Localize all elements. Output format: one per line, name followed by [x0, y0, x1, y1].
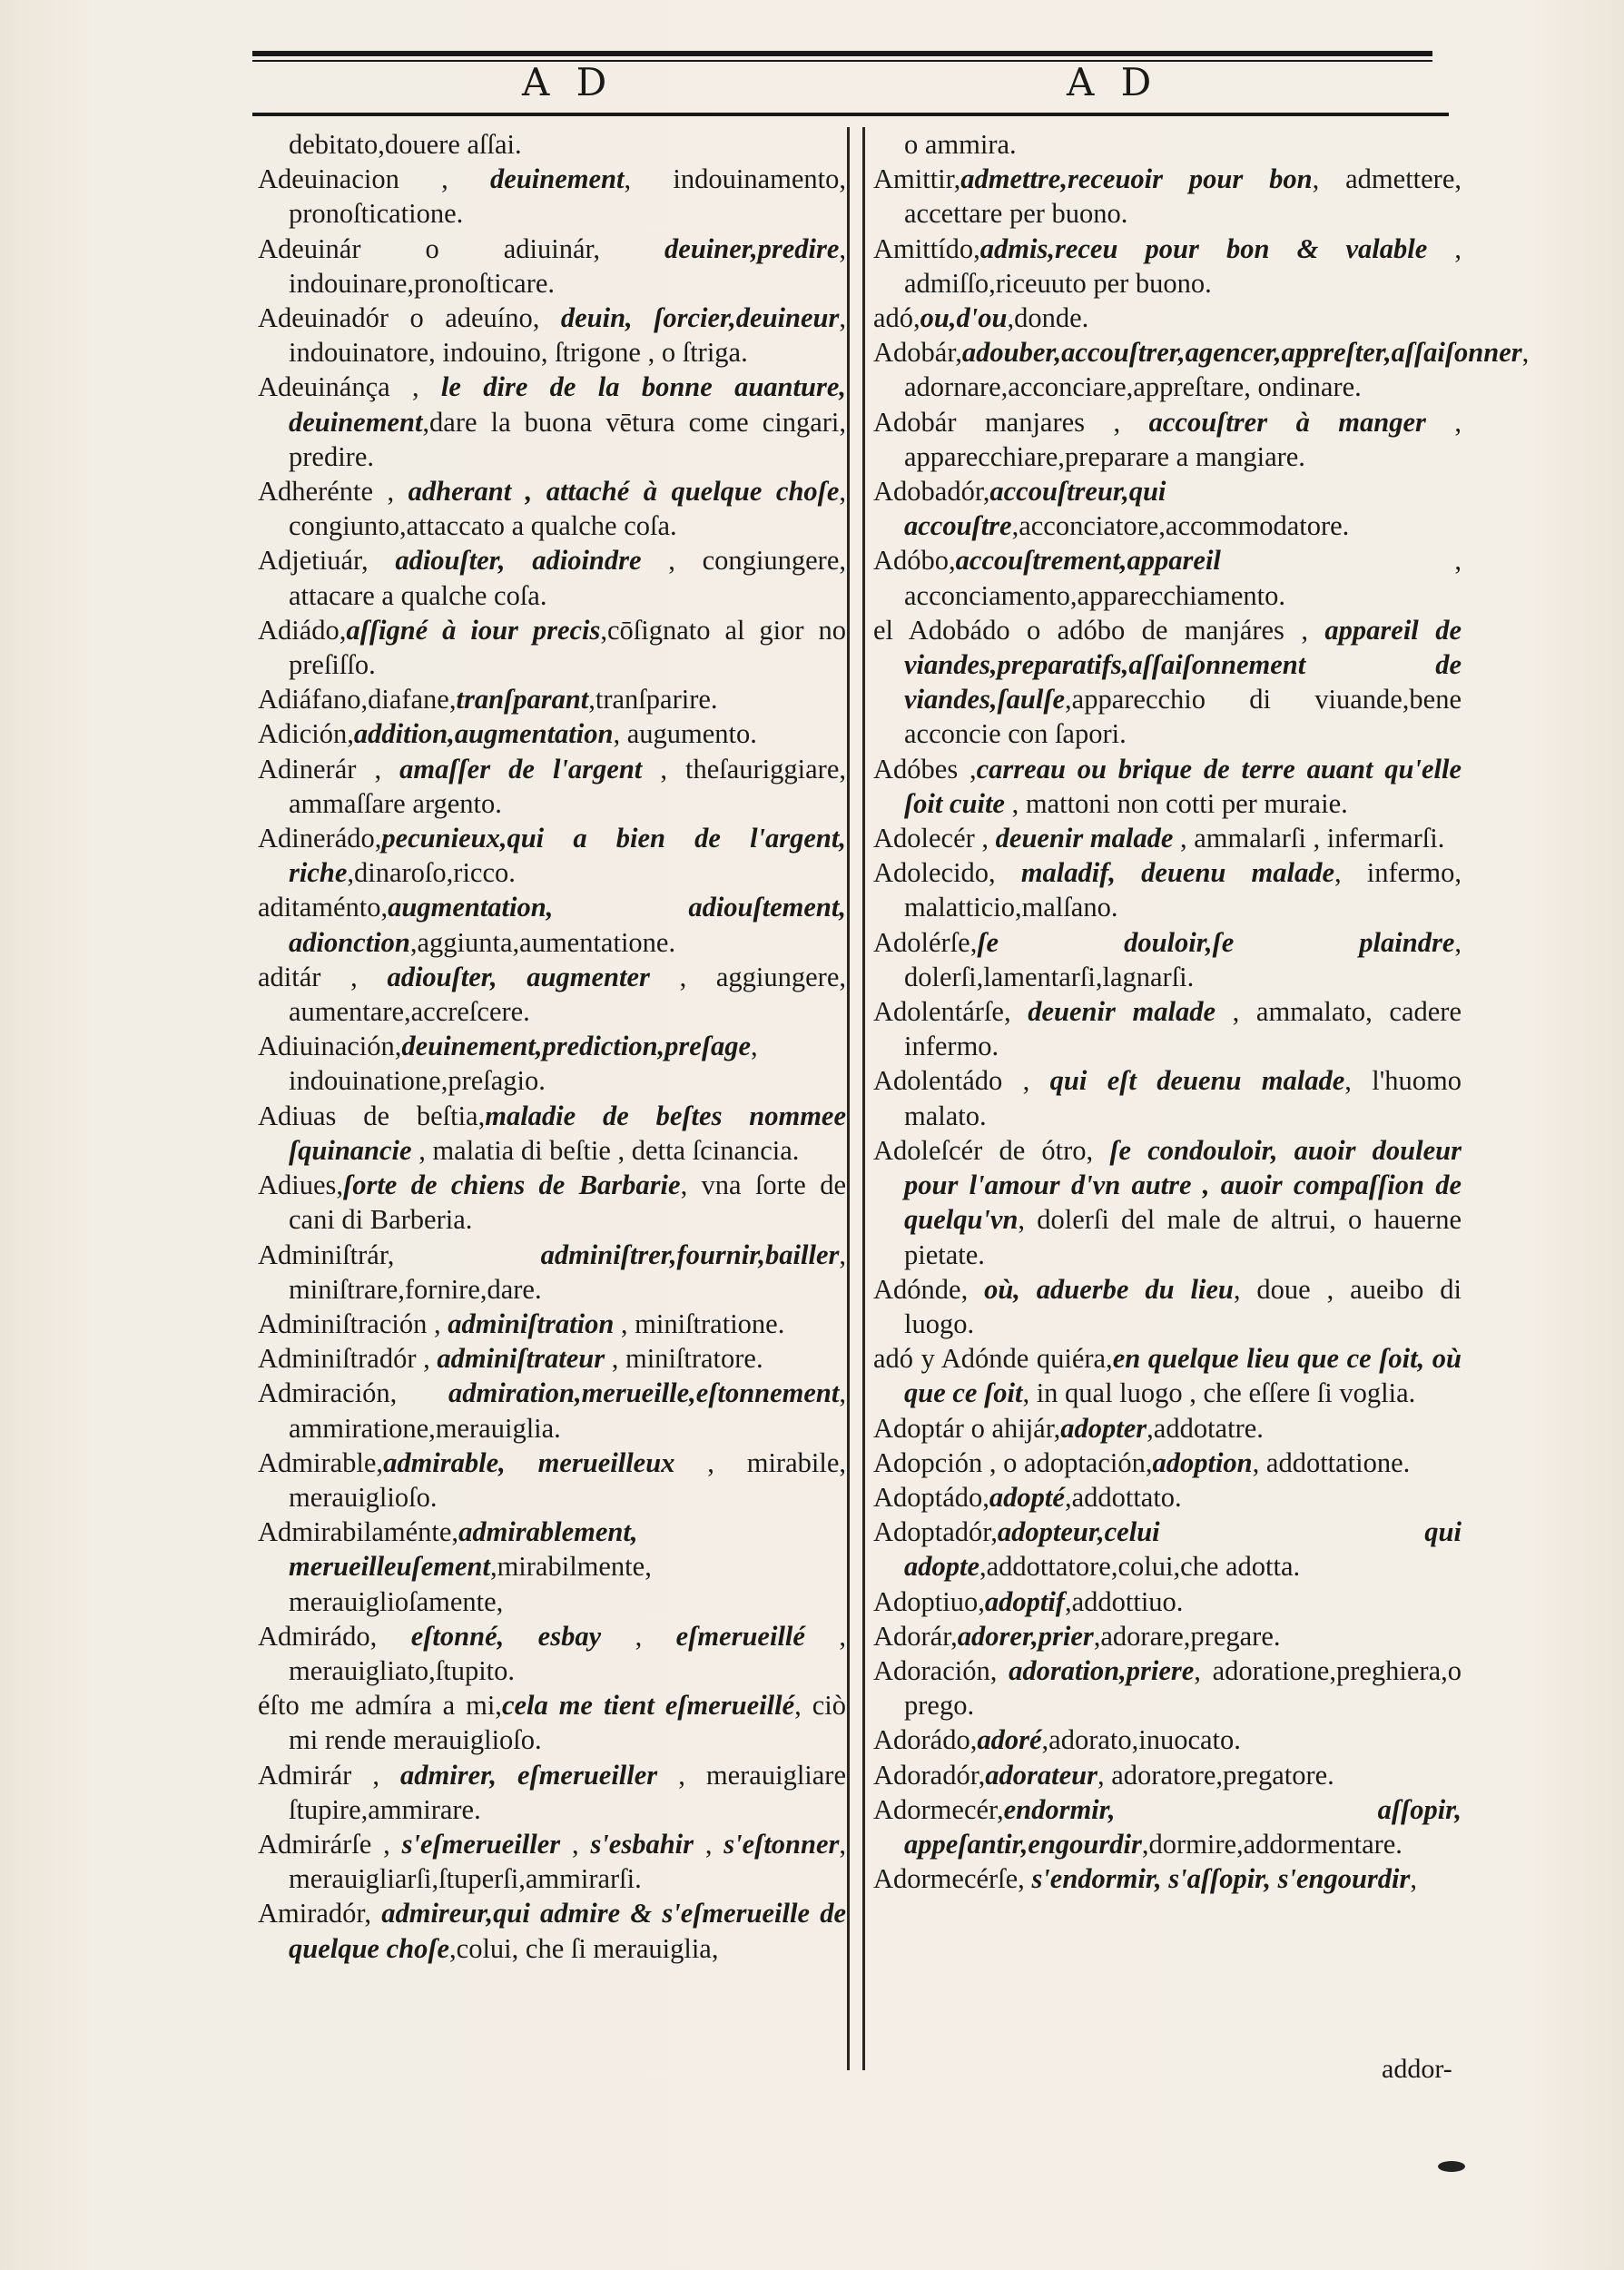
entry-text: , infermo, malatticio,malſano.	[904, 857, 1462, 923]
dictionary-entry	[873, 1272, 1462, 1341]
french-gloss: admireur,qui admire & s'eſmerueille de quelque choſe	[289, 1898, 847, 1964]
french-gloss: ou,d'ou	[920, 302, 1008, 334]
french-gloss: adiouſter, adioindre	[395, 545, 642, 577]
entry-text: ,colui, che ſi merauiglia,	[449, 1932, 719, 1964]
entry-text: Adopción , o adoptación,	[873, 1446, 1153, 1478]
dictionary-entry	[873, 1619, 1462, 1653]
dictionary-entry	[873, 335, 1530, 404]
french-gloss: ſorte de chiens de Barbarie	[343, 1170, 681, 1201]
french-gloss: adopter	[1060, 1412, 1147, 1444]
french-gloss: deuenir malade	[1028, 996, 1216, 1028]
french-gloss: où, aduerbe du lieu	[984, 1273, 1234, 1305]
column-divider	[847, 127, 850, 2070]
french-gloss: adminiſtrer,fournir,bailler	[540, 1239, 840, 1270]
entry-text: , mirabile, merauiglioſo.	[289, 1446, 846, 1513]
entry-text: Adeuinár o adiuinár,	[258, 232, 665, 264]
left-column	[258, 127, 846, 1966]
entry-text: Adoleſcér de ótro,	[873, 1134, 1110, 1166]
entry-text: ,tranſparire.	[588, 684, 718, 716]
entry-text: ,acconciatore,accommodatore.	[1011, 510, 1350, 542]
entry-text: Adoptádo,	[873, 1481, 989, 1513]
dictionary-entry	[258, 960, 846, 1029]
entry-text: aditaménto,	[258, 892, 389, 923]
entry-text: , miniſtratione.	[614, 1308, 785, 1339]
french-gloss: s'eſmerueiller	[401, 1828, 561, 1860]
entry-text: ,addotatre.	[1147, 1412, 1264, 1444]
entry-text: adó y Adónde quiéra,	[873, 1343, 1113, 1375]
entry-text: , malatia di beſtie , detta ſcinancia.	[411, 1134, 800, 1166]
entry-text: ,addottiuo.	[1064, 1585, 1184, 1617]
french-gloss: admirable, merueilleux	[383, 1446, 675, 1478]
french-gloss: s'endormir, s'aſſopir, s'engourdir	[1031, 1863, 1411, 1895]
entry-text: , adornare,acconciare,appreſtare, ondinare.	[904, 337, 1530, 403]
dictionary-entry	[258, 301, 846, 370]
entry-text: Adiáfano,diafane,	[258, 684, 457, 716]
entry-text: Adherénte ,	[258, 476, 408, 508]
dictionary-entry	[873, 232, 1462, 301]
entry-text: Adminiſtración ,	[258, 1308, 448, 1339]
entry-text: Admirabilaménte,	[258, 1516, 459, 1548]
french-gloss: adouber,accouſtrer,agencer,appreſter,aſſaiſonner	[961, 337, 1522, 369]
entry-text: Adoptadór,	[873, 1516, 998, 1548]
dictionary-entry	[258, 1446, 846, 1515]
entry-text: , indouinare,pronoſticare.	[289, 232, 846, 299]
entry-text: , doue , aueibo di luogo.	[904, 1273, 1462, 1339]
entry-text: Adobár manjares ,	[873, 406, 1149, 438]
entry-text: , miniſtratore.	[605, 1343, 763, 1375]
entry-text: Adobár,	[873, 337, 962, 369]
dictionary-entry	[258, 1029, 846, 1098]
entry-text: ,donde.	[1007, 302, 1089, 334]
entry-text: Adiuas de beſtia,	[258, 1100, 486, 1131]
french-gloss: admirablement, merueilleuſement	[289, 1516, 638, 1583]
entry-text: Amittir,	[873, 163, 961, 195]
entry-text: , miniſtrare,fornire,dare.	[289, 1239, 846, 1305]
head-rule	[252, 113, 1449, 116]
french-gloss: admiration,merueille,eſtonnement	[448, 1377, 840, 1409]
entry-text: ,mirabilmente, merauiglioſamente,	[289, 1551, 652, 1617]
entry-text: Adormecér,	[873, 1793, 1004, 1825]
entry-text: o ammira.	[904, 129, 1017, 160]
entry-text: Adjetiuár,	[258, 545, 396, 577]
entry-text: aditár ,	[258, 961, 388, 992]
french-gloss: adoption	[1152, 1446, 1253, 1478]
entry-text: Adóbo,	[873, 545, 956, 577]
french-gloss: qui eſt deuenu malade	[1049, 1065, 1345, 1097]
entry-text: Adeuinacion ,	[258, 163, 491, 195]
dictionary-entry	[873, 1446, 1462, 1480]
dictionary-entry	[873, 1411, 1462, 1446]
entry-text: , indouinatore, indouino, ſtrigone , o ſtriga.	[289, 302, 846, 369]
entry-text: , apparecchiare,preparare a mangiare.	[904, 406, 1462, 472]
french-gloss: s'eſtonner	[723, 1828, 840, 1860]
dictionary-entry	[873, 162, 1462, 231]
entry-text: , dolerſi,lamentarſi,lagnarſi.	[904, 926, 1462, 992]
right-column	[873, 127, 1530, 1896]
dictionary-entry	[873, 613, 1462, 752]
french-gloss: deuinement	[490, 163, 625, 195]
dictionary-entry	[258, 232, 846, 301]
french-gloss: accouſtrement,appareil	[955, 545, 1221, 577]
entry-text: Adoración,	[873, 1654, 1009, 1686]
entry-text: , ammalato, cadere infermo.	[904, 996, 1462, 1062]
french-gloss: augmentation, adiouſtement, adionction	[289, 892, 846, 958]
french-gloss: adopté	[989, 1481, 1065, 1513]
entry-text: Adiádo,	[258, 614, 347, 646]
dictionary-entry	[873, 127, 1462, 162]
entry-text: Adinerádo,	[258, 823, 382, 854]
entry-text: Adinerár ,	[258, 753, 400, 785]
french-gloss: ſe douloir,ſe plaindre	[977, 926, 1455, 958]
dictionary-entry	[873, 474, 1462, 543]
dictionary-entry	[873, 752, 1462, 821]
dictionary-entry	[873, 925, 1462, 994]
dictionary-entry	[258, 1238, 846, 1307]
dictionary-entry	[258, 1307, 846, 1341]
entry-text: Admirádo,	[258, 1620, 411, 1652]
entry-text: , augumento.	[613, 718, 757, 750]
entry-text: , adoratore,pregatore.	[1097, 1759, 1334, 1791]
french-gloss: admirer, eſmerueiller	[400, 1759, 658, 1791]
french-gloss: admis,receu pour bon & valable	[979, 232, 1428, 264]
french-gloss: maladif, deuenu malade	[1020, 857, 1335, 889]
entry-text: , congiungere, attacare a qualche coſa.	[289, 545, 847, 611]
dictionary-entry	[873, 1584, 1462, 1619]
french-gloss: adoptif	[984, 1585, 1065, 1617]
dictionary-entry	[873, 1480, 1462, 1515]
french-gloss: s'esbahir	[590, 1828, 694, 1860]
french-gloss: deuiner,predire	[664, 232, 840, 264]
entry-text: ,adorare,pregare.	[1093, 1620, 1281, 1652]
dictionary-entry	[873, 1341, 1462, 1410]
dictionary-entry	[873, 855, 1462, 924]
french-gloss: le dire de la bonne auanture, deuinement	[289, 371, 846, 438]
dictionary-entry	[258, 716, 846, 751]
entry-text: ,apparecchio di viuande,bene acconcie con ſapori.	[904, 684, 1462, 750]
entry-text: , vna ſorte de cani di Barberia.	[289, 1170, 846, 1236]
dictionary-entry	[258, 613, 846, 682]
entry-text: , aggiungere, aumentare,accreſcere.	[289, 961, 846, 1028]
dictionary-entry	[258, 127, 846, 162]
entry-text: , dolerſi del male de altrui, o hauerne pietate.	[904, 1204, 1462, 1270]
entry-text: adó,	[873, 302, 920, 334]
french-gloss: eſmerueillé	[675, 1620, 805, 1652]
entry-text: , admettere, accettare per buono.	[904, 163, 1462, 230]
dictionary-entry	[873, 1758, 1462, 1792]
entry-text: Adiuinación,	[258, 1031, 402, 1062]
french-gloss: cela me tient eſmerueillé	[501, 1690, 795, 1722]
entry-text: ,	[694, 1828, 724, 1860]
entry-text: el Adobádo o adóbo de manjáres ,	[873, 614, 1325, 646]
entry-text: Adormecérſe,	[873, 1863, 1032, 1895]
dictionary-entry	[873, 1861, 1462, 1896]
dictionary-entry	[258, 1376, 846, 1445]
french-gloss: eſtonné, esbay	[410, 1620, 602, 1652]
entry-text: ,aggiunta,aumentatione.	[409, 926, 676, 958]
french-gloss: adherant , attaché à quelque choſe	[408, 476, 840, 508]
dictionary-entry	[258, 682, 846, 716]
dictionary-entry	[873, 1063, 1462, 1132]
french-gloss: amaſſer de l'argent	[399, 753, 643, 785]
entry-text: ,dinaroſo,ricco.	[347, 857, 516, 889]
dictionary-entry	[873, 301, 1462, 335]
dictionary-entry	[873, 821, 1462, 855]
dictionary-entry	[873, 1722, 1462, 1757]
entry-text: éſto me admíra a mi,	[258, 1690, 502, 1722]
column-divider-2	[862, 127, 865, 2070]
french-gloss: endormir, aſſopir, appeſantir,engourdir	[904, 1793, 1462, 1860]
french-gloss: ſe condouloir, auoir douleur pour l'amour d'vn autre , auoir compaſſion de quelqu'vn	[904, 1134, 1462, 1236]
entry-text: Adolérſe,	[873, 926, 978, 958]
french-gloss: admettre,receuoir pour bon	[960, 163, 1313, 195]
entry-text: , ammiratione,merauiglia.	[289, 1377, 846, 1444]
dictionary-entry	[258, 890, 846, 959]
entry-text: Adeuinadór o adeuíno,	[258, 302, 561, 334]
entry-text: Adminiſtrár,	[258, 1239, 541, 1270]
entry-text: , adoratione,preghiera,o prego.	[904, 1654, 1462, 1722]
french-gloss: adorateur	[985, 1759, 1097, 1791]
dictionary-entry	[258, 821, 846, 890]
dictionary-entry	[258, 1619, 846, 1688]
french-gloss: adorer,prier	[957, 1620, 1094, 1652]
entry-text: Adición,	[258, 718, 354, 750]
entry-text: Amittído,	[873, 232, 980, 264]
entry-text: Adoptár o ahijár,	[873, 1412, 1061, 1444]
dictionary-entry	[258, 1896, 846, 1965]
french-gloss: adminiſtrateur	[437, 1343, 605, 1375]
entry-text: Adeuinánça ,	[258, 371, 441, 403]
dictionary-entry	[258, 1099, 846, 1168]
entry-text: , indouinamento, pronoſticatione.	[289, 163, 846, 230]
entry-text: ,cōſignato al gior no preſiſſo.	[289, 614, 846, 681]
dictionary-entry	[258, 370, 846, 474]
french-gloss: carreau ou brique de terre auant qu'elle ſoit cuite	[904, 753, 1462, 819]
dictionary-entry	[873, 1792, 1462, 1861]
catchword: addor-	[1382, 2054, 1452, 2084]
dictionary-entry	[873, 1653, 1462, 1722]
entry-text: Admirárſe ,	[258, 1828, 402, 1860]
dictionary-entry	[873, 543, 1462, 612]
french-gloss: deuinement,prediction,preſage	[401, 1031, 752, 1062]
entry-text: Admirable,	[258, 1446, 384, 1478]
entry-text: , merauigliare ſtupire,ammirare.	[289, 1759, 846, 1825]
entry-text: ,	[560, 1828, 591, 1860]
entry-text: ,addottato.	[1064, 1481, 1182, 1513]
entry-text: , merauigliarſi,ſtuperſi,ammirarſi.	[289, 1828, 847, 1895]
entry-text: debitato,douere aſſai.	[289, 129, 522, 160]
entry-text: Adoptiuo,	[873, 1585, 985, 1617]
ink-blot	[1438, 2161, 1465, 2172]
dictionary-entry	[258, 1688, 846, 1757]
entry-text: , ciò mi rende merauiglioſo.	[289, 1690, 847, 1756]
dictionary-entry	[258, 1827, 846, 1896]
entry-text: Adobadór,	[873, 476, 990, 508]
entry-text: Adoradór,	[873, 1759, 986, 1791]
entry-text: Adolecér ,	[873, 823, 996, 854]
entry-text: , mattoni non cotti per muraie.	[1004, 787, 1348, 819]
french-gloss: en quelque lieu que ce ſoit, où que ce ſoit	[904, 1343, 1462, 1409]
entry-text: Adolecido,	[873, 857, 1021, 889]
entry-text: , congiunto,attaccato a qualche coſa.	[289, 476, 846, 542]
entry-text: Adóbes ,	[873, 753, 977, 785]
entry-text: , theſauriggiare, ammaſſare argento.	[289, 753, 847, 819]
french-gloss: accouſtrer à manger	[1148, 406, 1426, 438]
dictionary-entry	[258, 162, 846, 231]
entry-text: Amiradór,	[258, 1898, 382, 1930]
entry-text: Admirár ,	[258, 1759, 401, 1791]
entry-text: , addottatione.	[1252, 1446, 1411, 1478]
entry-text: Adolentárſe,	[873, 996, 1029, 1028]
dictionary-entry	[258, 1758, 846, 1827]
entry-text: , acconciamento,apparecchiamento.	[904, 545, 1462, 611]
entry-text: Adminiſtradór ,	[258, 1343, 438, 1375]
entry-text: , in qual luogo , che eſſere ſi voglia.	[1022, 1377, 1416, 1409]
french-gloss: addition,augmentation	[353, 718, 614, 750]
french-gloss: adoré	[977, 1724, 1042, 1756]
entry-text: , l'huomo malato.	[904, 1065, 1462, 1131]
french-gloss: appareil de viandes,preparatifs,aſſaiſonnement de viandes,ſaulſe	[904, 614, 1462, 716]
top-rule	[252, 51, 1432, 56]
entry-text: ,	[601, 1620, 676, 1652]
dictionary-entry	[258, 474, 846, 543]
running-head-left: A D	[522, 60, 615, 104]
entry-text: Adónde,	[873, 1273, 985, 1305]
dictionary-entry	[258, 543, 846, 612]
entry-text: Adorádo,	[873, 1724, 978, 1756]
entry-text: ,	[1410, 1863, 1417, 1895]
dictionary-entry	[258, 1168, 846, 1237]
entry-text: , merauigliato,ſtupito.	[289, 1620, 847, 1686]
entry-text: Admiración,	[258, 1377, 448, 1409]
french-gloss: maladie de beſtes nommee ſquinancie	[289, 1100, 846, 1166]
entry-text: ,addottatore,colui,che adotta.	[979, 1551, 1301, 1583]
running-head-right: A D	[1067, 60, 1159, 104]
french-gloss: deuenir malade	[995, 823, 1174, 854]
french-gloss: adoration,priere	[1009, 1654, 1195, 1686]
dictionary-entry	[873, 1515, 1462, 1584]
french-gloss: tranſparant	[456, 684, 589, 716]
entry-text: ,adorato,inuocato.	[1041, 1724, 1241, 1756]
dictionary-entry	[258, 1515, 846, 1619]
dictionary-entry	[873, 1133, 1462, 1272]
french-gloss: adminiſtration	[448, 1308, 615, 1339]
entry-text: , indouinatione,preſagio.	[289, 1031, 758, 1097]
entry-text: , admiſſo,riceuuto per buono.	[904, 232, 1462, 299]
entry-text: , ammalarſi , infermarſi.	[1173, 823, 1445, 854]
dictionary-entry	[258, 752, 846, 821]
entry-text: Adiues,	[258, 1170, 344, 1201]
dictionary-entry	[258, 1341, 846, 1376]
french-gloss: aſſigné à iour precis	[346, 614, 601, 646]
french-gloss: deuin, ſorcier,deuineur	[560, 302, 840, 334]
entry-text: ,dormire,addormentare.	[1141, 1828, 1403, 1860]
french-gloss: adiouſter, augmenter	[387, 961, 650, 992]
entry-text: ,dare la buona vētura come cingari, predire.	[289, 406, 846, 472]
top-rule-thin	[252, 60, 1432, 62]
french-gloss: pecunieux,qui a bien de l'argent, riche	[289, 823, 846, 889]
entry-text: Adolentádo ,	[873, 1065, 1050, 1097]
french-gloss: adopteur,celui qui adopte	[904, 1516, 1462, 1583]
french-gloss: accouſtreur,qui accouſtre	[904, 476, 1166, 542]
dictionary-entry	[873, 405, 1462, 474]
entry-text: Adorár,	[873, 1620, 958, 1652]
dictionary-entry	[873, 994, 1462, 1063]
